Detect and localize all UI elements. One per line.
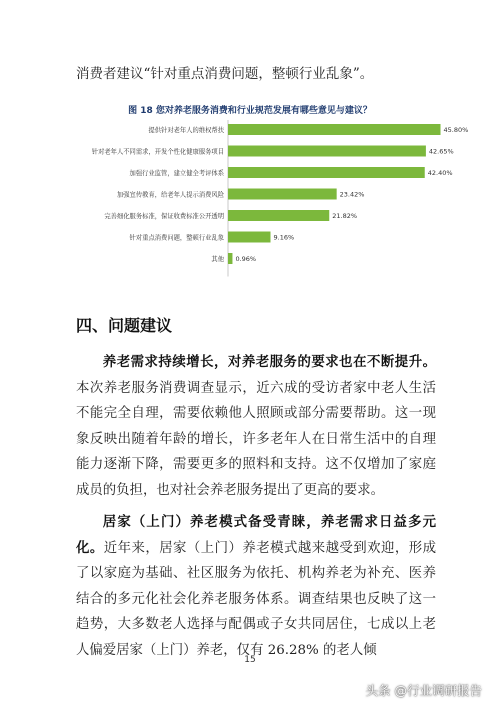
- paragraph-body: 近年来，居家（上门）养老模式越来越受到欢迎，形成了以家庭为基础、社区服务为依托、机构养老为补充、医养结合的多元化社会化养老服务体系。调查结果也反映了这一趋势，大多数老人选择与配偶或子女共同居住，七成以上老人偏爱居家（上门）养老，仅有 26.28% 的老人倾: [76, 540, 437, 658]
- bar: [228, 146, 426, 157]
- page-number: 15: [244, 655, 256, 665]
- bar: [228, 232, 271, 243]
- bar-chart: [60, 118, 470, 283]
- bar: [228, 167, 425, 178]
- category-label: 完善细化服务标准，保证收费标准公开透明: [104, 213, 224, 220]
- bar: [228, 189, 337, 200]
- bar: [228, 124, 441, 135]
- paragraph-home-care: [76, 510, 436, 664]
- category-label: 加强行业监管，建立健全考评体系: [129, 170, 224, 177]
- value-label: 9.16%: [273, 233, 295, 242]
- category-label: 针对重点消费问题，整顿行业乱象: [129, 234, 224, 242]
- watermark: 头条 @行业调研报告: [365, 683, 482, 698]
- category-label: 其他: [211, 256, 224, 263]
- bar: [228, 253, 232, 264]
- paragraph-lead: 养老需求持续增长，对养老服务的要求也在不断提升。: [102, 354, 436, 370]
- value-label: 23.42%: [339, 190, 365, 199]
- bar: [228, 210, 329, 221]
- paragraph-demand-growth: [76, 350, 436, 504]
- value-label: 42.40%: [427, 169, 453, 177]
- value-label: 21.82%: [332, 212, 358, 220]
- value-label: 45.80%: [443, 126, 469, 134]
- category-label: 提供针对老年人的维权帮扶: [148, 127, 224, 134]
- category-label: 针对老年人不同需求，开发个性化健康服务项目: [91, 148, 224, 156]
- intro-text: 消费者建议“针对重点消费问题，整顿行业乱象”。: [76, 66, 374, 82]
- paragraph-body: 本次养老服务消费调查显示，近六成的受访者家中老人生活不能完全自理，需要依赖他人照顾或部分需要帮助。这一现象反映出随着年龄的增长，许多老年人在日常生活中的自理能力逐渐下降，需要更多的照料和支持。这不仅增加了家庭成员的负担，也对社会养老服务提出了更高的要求。: [76, 380, 436, 498]
- section-title: 四、问题建议: [76, 316, 173, 335]
- chart-title: 图 18 您对养老服务消费和行业规范发展有哪些意见与建议？: [128, 106, 372, 116]
- value-label: 0.96%: [235, 255, 257, 263]
- paragraph-lead: 居家（上门）养老模式备受青睐，养老需求日益多元化。: [76, 514, 436, 556]
- category-label: 加强宣传教育，给老年人提示消费风险: [116, 191, 224, 199]
- value-label: 42.65%: [428, 147, 454, 156]
